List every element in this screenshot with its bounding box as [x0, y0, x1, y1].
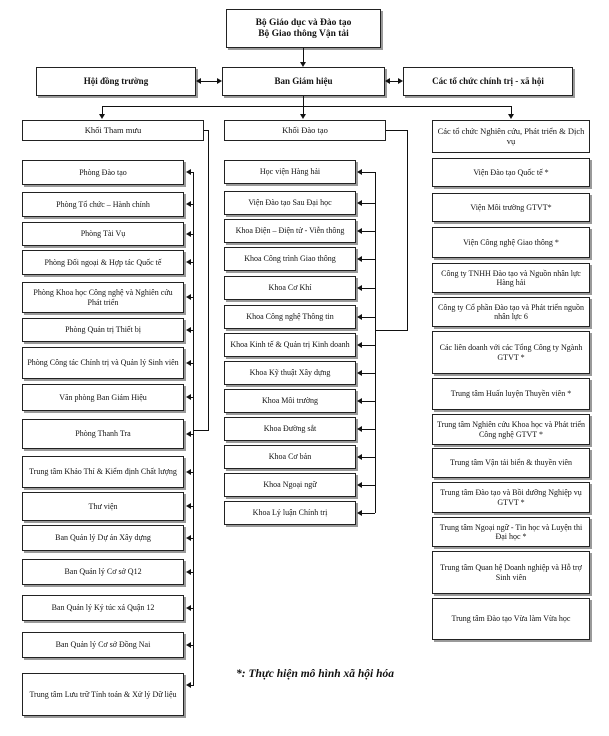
list-item-label: Trung tâm Ngoại ngữ - Tin học và Luyện thi Đại học * [439, 522, 583, 541]
connector [303, 96, 304, 106]
list-item [432, 331, 590, 374]
arrow-left [186, 682, 191, 688]
arrow-right [398, 78, 403, 84]
list-item-label: Viện Đào tạo Sau Đại học [248, 198, 332, 208]
list-item-label: Trung tâm Đào tạo và Bồi dưỡng Nghiệp vụ GTVT * [440, 488, 582, 507]
connector [386, 130, 407, 131]
list-item [22, 160, 184, 185]
list-item-label: Khoa Ngoại ngữ [263, 480, 317, 490]
list-item-label: Văn phòng Ban Giám Hiệu [59, 392, 147, 402]
list-item-label: Ban Quản lý Cơ sở Đồng Nai [55, 640, 151, 650]
political-orgs-box [403, 67, 573, 96]
list-item [22, 250, 184, 275]
list-item [224, 361, 356, 385]
connector [375, 330, 408, 331]
arrow-left [357, 482, 362, 488]
arrow-left [357, 342, 362, 348]
list-item-label: Phòng Tài Vụ [80, 229, 126, 239]
list-item [22, 192, 184, 217]
list-item [432, 598, 590, 640]
list-item [224, 501, 356, 525]
list-item-label: Khoa Kinh tế & Quản trị Kinh doanh [230, 340, 350, 350]
list-item [224, 305, 356, 329]
connector [208, 130, 209, 430]
list-item [432, 517, 590, 547]
list-item [22, 673, 184, 716]
arrow-down [300, 114, 306, 119]
research-block-header [432, 120, 590, 153]
list-item [22, 525, 184, 551]
list-item [224, 219, 356, 243]
list-item-label: Học viện Hàng hải [259, 167, 321, 177]
list-item-label: Phòng Thanh Tra [75, 429, 131, 439]
list-item-label: Phòng Đối ngoại & Hợp tác Quốc tế [44, 257, 162, 267]
arrow-down [99, 114, 105, 119]
list-item-label: Khoa Điện – Điện tử - Viễn thông [235, 226, 345, 236]
research-block-label: Các tổ chức Nghiên cứu, Phát triển & Dịch vụ [437, 125, 585, 146]
arrow-left [357, 454, 362, 460]
rectorate-label: Ban Giám hiệu [274, 76, 333, 87]
arrow-left [186, 201, 191, 207]
list-item [22, 492, 184, 521]
list-item-label: Phòng Tổ chức – Hành chính [56, 199, 150, 209]
training-block-header [224, 120, 386, 141]
arrow-right [217, 78, 222, 84]
list-item [224, 333, 356, 357]
list-item [432, 378, 590, 410]
list-item [22, 347, 184, 379]
list-item [22, 456, 184, 488]
arrow-left [186, 469, 191, 475]
list-item [224, 160, 356, 184]
arrow-left [186, 535, 191, 541]
connector [102, 106, 511, 107]
arrow-left [357, 510, 362, 516]
list-item [432, 414, 590, 445]
ministry-box [226, 9, 381, 48]
arrow-left [186, 294, 191, 300]
list-item-label: Trung tâm Nghiên cứu Khoa học và Phát triển Công nghệ GTVT * [436, 420, 585, 439]
list-item-label: Ban Quản lý Ký túc xá Quận 12 [51, 603, 155, 613]
list-item-label: Phòng Đào tạo [79, 167, 127, 177]
list-item-label: Khoa Cơ Khí [268, 283, 312, 293]
connector [193, 430, 209, 431]
political-orgs-label: Các tổ chức chính trị - xã hội [432, 76, 544, 87]
arrow-left [357, 370, 362, 376]
list-item [224, 445, 356, 469]
rectorate-box [222, 67, 385, 96]
list-item-label: Phòng Khoa học Công nghệ và Nghiên cứu Phát triển [33, 288, 173, 307]
arrow-left [196, 78, 201, 84]
connector [375, 172, 376, 513]
advisory-block-header [22, 120, 204, 141]
list-item [224, 247, 356, 271]
arrow-left [186, 231, 191, 237]
list-item-label: Khoa Đường sắt [263, 424, 317, 434]
list-item [432, 193, 590, 222]
list-item [22, 632, 184, 658]
arrow-left [186, 327, 191, 333]
arrow-left [357, 228, 362, 234]
list-item-label: Khoa Lý luận Chính trị [252, 508, 328, 518]
arrow-left [357, 285, 362, 291]
footnote: *: Thực hiện mô hình xã hội hóa [236, 668, 395, 680]
arrow-left [186, 259, 191, 265]
list-item-label: Khoa Kỹ thuật Xây dựng [249, 368, 331, 378]
arrow-left [357, 314, 362, 320]
arrow-left [357, 398, 362, 404]
list-item [22, 282, 184, 313]
list-item [22, 559, 184, 585]
list-item [432, 482, 590, 513]
list-item [432, 297, 590, 327]
list-item-label: Thư viện [88, 501, 118, 511]
connector [199, 81, 219, 82]
arrow-left [186, 394, 191, 400]
list-item [432, 263, 590, 293]
training-block-label: Khối Đào tạo [282, 124, 328, 135]
list-item [224, 276, 356, 300]
list-item-label: Công ty TNHH Đào tạo và Nguồn nhân lực Hàng hải [441, 268, 581, 287]
list-item-label: Trung tâm Khảo Thí & Kiểm định Chất lượng [29, 467, 177, 477]
arrow-left [357, 256, 362, 262]
list-item [432, 227, 590, 258]
list-item-label: Ban Quản lý Dự án Xây dựng [55, 533, 151, 543]
arrow-left [186, 605, 191, 611]
list-item [432, 448, 590, 478]
list-item-label: Khoa Cơ bản [268, 452, 312, 462]
ministry-line-1: Bộ Giáo dục và Đào tạo [255, 17, 352, 28]
arrow-left [186, 569, 191, 575]
list-item-label: Ban Quản lý Cơ sở Q12 [64, 567, 142, 577]
list-item [432, 158, 590, 187]
connector [407, 130, 408, 330]
ministry-line-2: Bộ Giao thông Vận tải [258, 28, 349, 39]
arrow-left [357, 200, 362, 206]
arrow-down [508, 114, 514, 119]
list-item [432, 551, 590, 594]
arrow-left [186, 642, 191, 648]
list-item-label: Khoa Công trình Giao thông [244, 254, 336, 264]
arrow-left [186, 431, 191, 437]
list-item-label: Viện Công nghệ Giao thông * [463, 237, 559, 247]
list-item-label: Phòng Quản trị Thiết bị [65, 325, 141, 335]
arrow-left [186, 360, 191, 366]
list-item-label: Trung tâm Vận tải biển & thuyền viên [450, 458, 572, 468]
list-item-label: Trung tâm Lưu trữ Tính toán & Xử lý Dữ liệu [29, 689, 177, 699]
arrow-left [357, 426, 362, 432]
arrow-left [186, 169, 191, 175]
list-item-label: Phòng Công tác Chính trị và Quản lý Sinh viên [27, 358, 179, 368]
list-item-label: Khoa Môi trường [261, 396, 319, 406]
arrow-left [357, 169, 362, 175]
list-item [224, 389, 356, 413]
list-item-label: Viện Môi trường GTVT* [470, 202, 552, 212]
list-item [224, 473, 356, 497]
list-item [224, 417, 356, 441]
council-label: Hội đồng trường [83, 76, 149, 87]
council-box [36, 67, 196, 96]
list-item-label: Viện Đào tạo Quốc tế * [473, 167, 549, 177]
list-item-label: Trung tâm Quan hệ Doanh nghiệp và Hỗ trợ Sinh viên [440, 563, 582, 582]
list-item-label: Khoa Công nghệ Thông tin [246, 312, 334, 322]
list-item [22, 419, 184, 449]
list-item [22, 595, 184, 621]
list-item [22, 384, 184, 411]
list-item-label: Trung tâm Đào tạo Vừa làm Vừa học [451, 614, 571, 624]
arrow-left [385, 78, 390, 84]
list-item-label: Các liên doanh với các Tổng Công ty Ngành GTVT * [439, 343, 583, 362]
list-item-label: Công ty Cổ phần Đào tạo và Phát triển nguồn nhân lực 6 [438, 302, 584, 321]
list-item-label: Trung tâm Huấn luyện Thuyền viên * [450, 389, 572, 399]
list-item [22, 222, 184, 246]
advisory-block-label: Khối Tham mưu [84, 124, 142, 135]
list-item [22, 318, 184, 342]
arrow-left [186, 503, 191, 509]
list-item [224, 191, 356, 215]
